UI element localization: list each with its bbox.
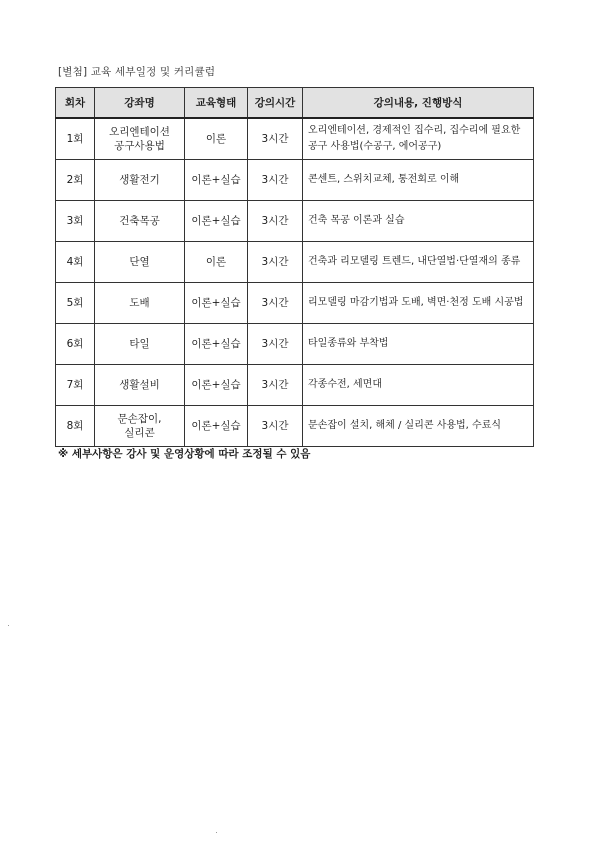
cell-type: 이론 (185, 118, 248, 160)
scan-speck (216, 832, 217, 833)
cell-course: 오리엔테이션 공구사용법 (95, 118, 185, 160)
header-course: 강좌명 (95, 88, 185, 119)
table-row (56, 160, 534, 201)
cell-content: 문손잡이 설치, 해체 / 실리콘 사용법, 수료식 (303, 406, 534, 447)
table-row (56, 406, 534, 447)
cell-session: 3회 (56, 201, 95, 242)
cell-course: 생활전기 (95, 160, 185, 201)
cell-hours: 3시간 (248, 160, 303, 201)
cell-type: 이론 (185, 242, 248, 283)
cell-session: 4회 (56, 242, 95, 283)
table-row (56, 118, 534, 160)
cell-session: 2회 (56, 160, 95, 201)
cell-session: 1회 (56, 118, 95, 160)
cell-course: 문손잡이, 실리콘 (95, 406, 185, 447)
cell-course: 생활설비 (95, 365, 185, 406)
cell-type: 이론+실습 (185, 365, 248, 406)
cell-course: 도배 (95, 283, 185, 324)
cell-content: 오리엔테이션, 경제적인 집수리, 집수리에 필요한 공구 사용법(수공구, 에어공구) (303, 118, 534, 160)
cell-session: 6회 (56, 324, 95, 365)
cell-hours: 3시간 (248, 118, 303, 160)
cell-content: 콘센트, 스위치교체, 통전회로 이해 (303, 160, 534, 201)
table-row (56, 201, 534, 242)
table-row (56, 283, 534, 324)
cell-type: 이론+실습 (185, 406, 248, 447)
header-content: 강의내용, 진행방식 (303, 88, 534, 119)
curriculum-table (55, 87, 534, 447)
cell-session: 8회 (56, 406, 95, 447)
cell-hours: 3시간 (248, 201, 303, 242)
cell-content: 건축 목공 이론과 실습 (303, 201, 534, 242)
cell-session: 7회 (56, 365, 95, 406)
cell-course: 단열 (95, 242, 185, 283)
cell-session: 5회 (56, 283, 95, 324)
table-row (56, 365, 534, 406)
attachment-heading: [별첨] 교육 세부일정 및 커리큘럼 (58, 66, 216, 78)
adjustment-notice: ※ 세부사항은 강사 및 운영상황에 따라 조정될 수 있음 (58, 448, 311, 460)
header-session: 회차 (56, 88, 95, 119)
cell-hours: 3시간 (248, 242, 303, 283)
table-row (56, 324, 534, 365)
table-body (56, 118, 534, 447)
cell-course: 건축목공 (95, 201, 185, 242)
cell-content: 리모델링 마감기법과 도배, 벽면·천정 도배 시공법 (303, 283, 534, 324)
cell-content: 건축과 리모델링 트렌드, 내단열법·단열재의 종류 (303, 242, 534, 283)
cell-type: 이론+실습 (185, 201, 248, 242)
cell-hours: 3시간 (248, 365, 303, 406)
table-header-row (56, 88, 534, 119)
cell-type: 이론+실습 (185, 283, 248, 324)
cell-hours: 3시간 (248, 406, 303, 447)
table-row (56, 242, 534, 283)
cell-hours: 3시간 (248, 283, 303, 324)
cell-content: 각종수전, 세면대 (303, 365, 534, 406)
cell-hours: 3시간 (248, 324, 303, 365)
cell-course: 타일 (95, 324, 185, 365)
scan-speck (8, 625, 9, 626)
cell-type: 이론+실습 (185, 324, 248, 365)
cell-type: 이론+실습 (185, 160, 248, 201)
header-type: 교육형태 (185, 88, 248, 119)
cell-content: 타일종류와 부착법 (303, 324, 534, 365)
header-hours: 강의시간 (248, 88, 303, 119)
